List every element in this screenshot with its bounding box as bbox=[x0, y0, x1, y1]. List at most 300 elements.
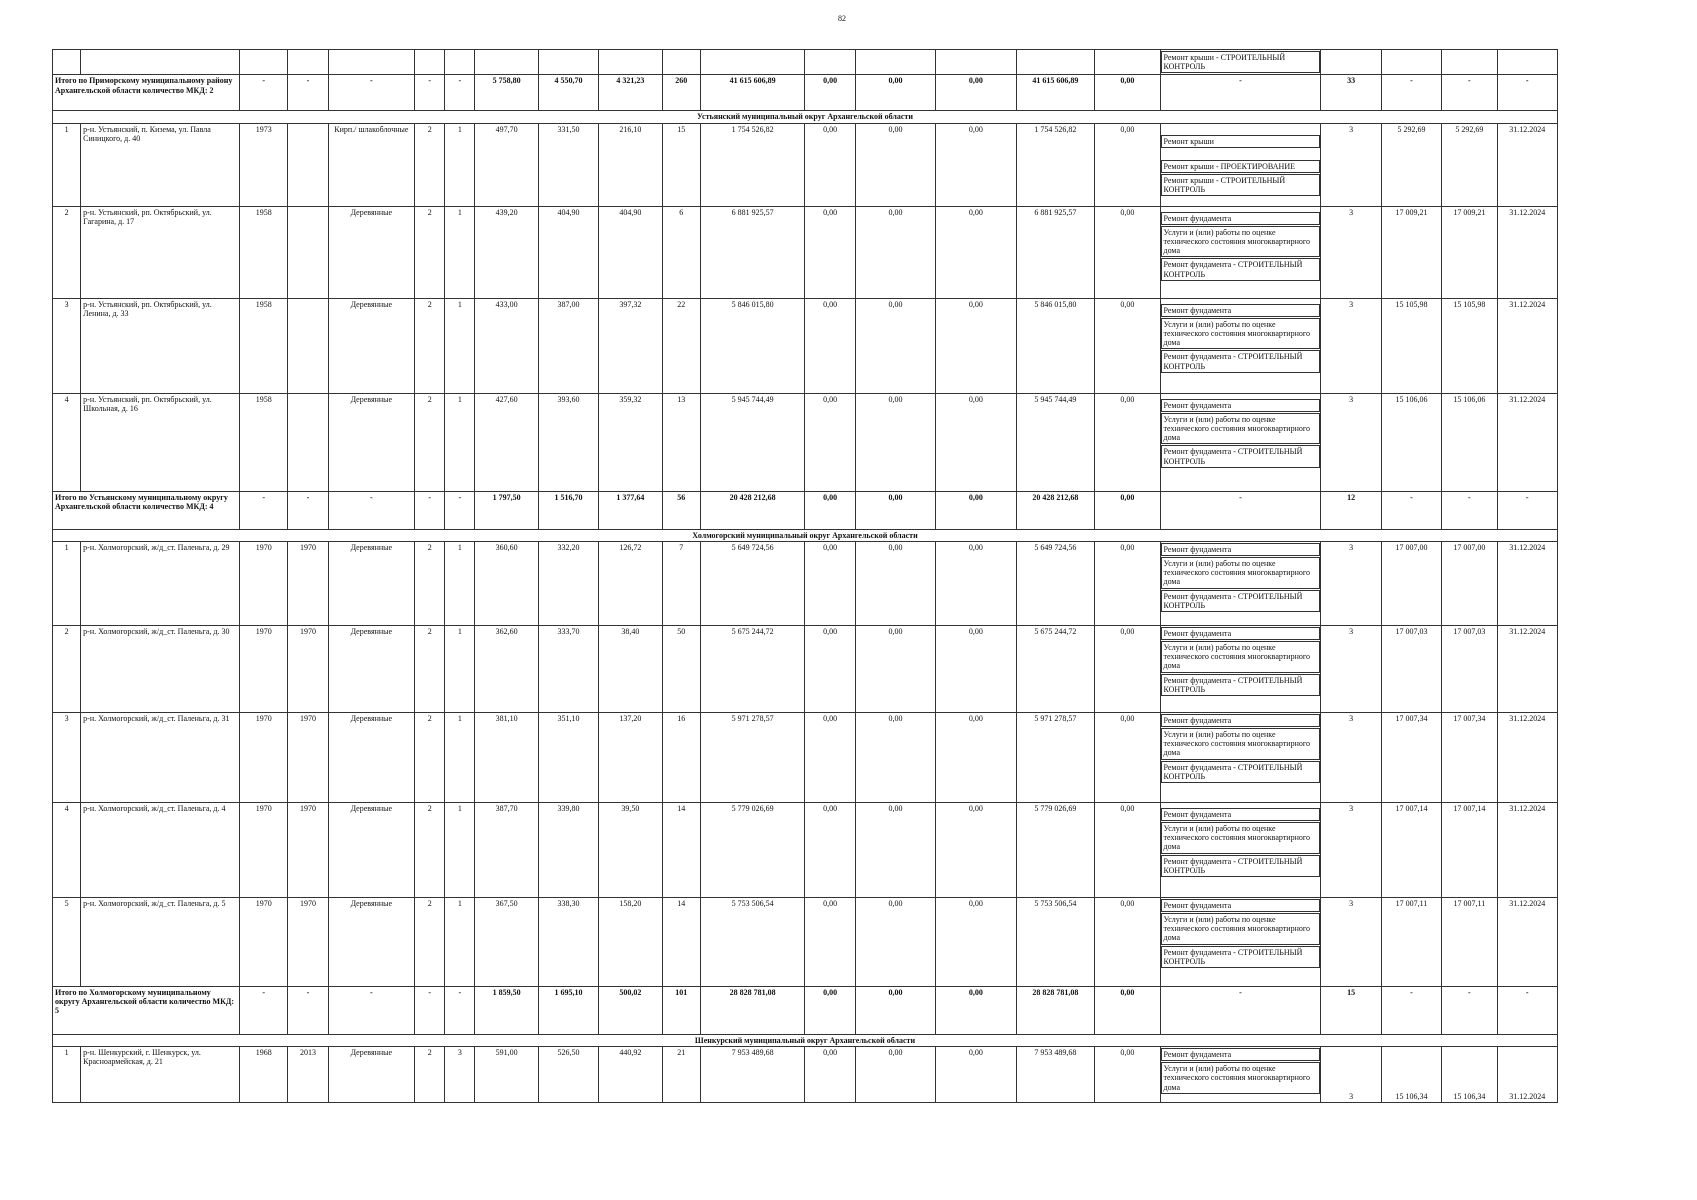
fund-cell: 0,00 bbox=[936, 491, 1016, 529]
fund-cell: 0,00 bbox=[1095, 712, 1160, 802]
work-item: Ремонт крыши - СТРОИТЕЛЬНЫЙ КОНТРОЛЬ bbox=[1161, 51, 1321, 73]
dash-cell: - bbox=[288, 491, 328, 529]
residents: 14 bbox=[662, 897, 700, 986]
work-item: Услуги и (или) работы по оценке технического состояния многоквартирного дома bbox=[1161, 318, 1321, 350]
address: р-н. Устьянский, п. Кизема, ул. Павла Синицкого, д. 40 bbox=[81, 123, 240, 206]
dash-cell: - bbox=[1497, 491, 1557, 529]
year-reconstructed: 1970 bbox=[288, 712, 328, 802]
dash-cell: - bbox=[445, 75, 475, 111]
area-total: 360,60 bbox=[475, 541, 538, 625]
area-residential: 158,20 bbox=[599, 897, 662, 986]
dash-cell: - bbox=[240, 491, 288, 529]
total-cost: 5 779 026,69 bbox=[700, 802, 805, 897]
year-built: 1973 bbox=[240, 123, 288, 206]
wall-material: Деревянные bbox=[328, 802, 415, 897]
area-residential: 216,10 bbox=[599, 123, 662, 206]
dash-cell: - bbox=[445, 491, 475, 529]
subtotal-label: Итого по Холмогорскому муниципальному округу Архангельской области количество МКД: 5 bbox=[53, 986, 240, 1034]
entrances: 3 bbox=[445, 1046, 475, 1102]
total-cost: 41 615 606,89 bbox=[700, 75, 805, 111]
fund-cell: 28 828 781,08 bbox=[1016, 986, 1094, 1034]
unit-cost: 5 292,69 bbox=[1381, 123, 1441, 206]
dash-cell: - bbox=[445, 986, 475, 1034]
max-cost: 17 007,03 bbox=[1442, 625, 1497, 712]
row-number: 5 bbox=[53, 897, 81, 986]
work-item: Ремонт крыши - СТРОИТЕЛЬНЫЙ КОНТРОЛЬ bbox=[1161, 174, 1321, 196]
area-total: 427,60 bbox=[475, 393, 538, 491]
total-cost: 7 953 489,68 bbox=[700, 1046, 805, 1102]
dash-cell: - bbox=[1381, 75, 1441, 111]
fund-cell: 0,00 bbox=[936, 897, 1016, 986]
table-row bbox=[53, 625, 1558, 712]
year-built: 1970 bbox=[240, 625, 288, 712]
work-item: Услуги и (или) работы по оценке технического состояния многоквартирного дома bbox=[1161, 226, 1321, 258]
fund-cell: 0,00 bbox=[855, 541, 935, 625]
subtotal-label: Итого по Приморскому муниципальному району Архангельской области количество МКД: 2 bbox=[53, 75, 240, 111]
residents: 13 bbox=[662, 393, 700, 491]
fund-cell: 0,00 bbox=[805, 897, 855, 986]
fund-cell: 0,00 bbox=[936, 986, 1016, 1034]
area-living: 4 550,70 bbox=[538, 75, 598, 111]
area-living: 351,10 bbox=[538, 712, 598, 802]
area-living: 332,20 bbox=[538, 541, 598, 625]
work-item: Ремонт фундамента - СТРОИТЕЛЬНЫЙ КОНТРОЛЬ bbox=[1161, 946, 1321, 968]
works-list bbox=[1160, 1046, 1321, 1102]
deadline-date: 31.12.2024 bbox=[1497, 206, 1557, 298]
fund-cell: 0,00 bbox=[855, 491, 935, 529]
area-total: 591,00 bbox=[475, 1046, 538, 1102]
fund-cell: 0,00 bbox=[936, 75, 1016, 111]
subtotal-row bbox=[53, 75, 1558, 111]
unit-cost: 15 106,06 bbox=[1381, 393, 1441, 491]
total-cost: 5 649 724,56 bbox=[700, 541, 805, 625]
fund-cell: 0,00 bbox=[1095, 491, 1160, 529]
row-number: 1 bbox=[53, 541, 81, 625]
row-number: 1 bbox=[53, 123, 81, 206]
deadline-date: 31.12.2024 bbox=[1497, 897, 1557, 986]
works-list bbox=[1160, 393, 1321, 491]
year-built: 1958 bbox=[240, 393, 288, 491]
work-item: Ремонт фундамента bbox=[1161, 399, 1321, 412]
address: р-н. Холмогорский, ж/д_ст. Паленьга, д. 5 bbox=[81, 897, 240, 986]
entrances: 1 bbox=[445, 541, 475, 625]
fund-cell: 0,00 bbox=[855, 75, 935, 111]
wall-material: Деревянные bbox=[328, 206, 415, 298]
deadline-date: 31.12.2024 bbox=[1497, 802, 1557, 897]
max-cost: 5 292,69 bbox=[1442, 123, 1497, 206]
work-item: Услуги и (или) работы по оценке технического состояния многоквартирного дома bbox=[1161, 822, 1321, 854]
area-residential: 500,02 bbox=[599, 986, 662, 1034]
works-list bbox=[1160, 625, 1321, 712]
works-list bbox=[1160, 802, 1321, 897]
page-number: 82 bbox=[838, 14, 846, 23]
area-total: 439,20 bbox=[475, 206, 538, 298]
row-number: 1 bbox=[53, 1046, 81, 1102]
wall-material: Деревянные bbox=[328, 712, 415, 802]
dash-cell: - bbox=[288, 986, 328, 1034]
area-residential: 38,40 bbox=[599, 625, 662, 712]
work-item: Услуги и (или) работы по оценке технического состояния многоквартирного дома bbox=[1161, 728, 1321, 760]
work-item: Ремонт фундамента bbox=[1161, 714, 1321, 727]
count-cell: 3 bbox=[1321, 206, 1381, 298]
deadline-date: 31.12.2024 bbox=[1497, 625, 1557, 712]
fund-cell: 0,00 bbox=[1095, 123, 1160, 206]
dash-cell: - bbox=[415, 75, 445, 111]
deadline-date: 31.12.2024 bbox=[1497, 1046, 1557, 1102]
area-residential: 126,72 bbox=[599, 541, 662, 625]
fund-cell: 0,00 bbox=[805, 541, 855, 625]
wall-material: Деревянные bbox=[328, 1046, 415, 1102]
fund-cell: 5 846 015,80 bbox=[1016, 298, 1094, 393]
max-cost: 15 106,34 bbox=[1442, 1046, 1497, 1102]
table-row bbox=[53, 712, 1558, 802]
fund-cell: 0,00 bbox=[1095, 897, 1160, 986]
fund-cell: 0,00 bbox=[1095, 206, 1160, 298]
dash-cell: - bbox=[1381, 491, 1441, 529]
works-list bbox=[1160, 897, 1321, 986]
area-residential: 1 377,64 bbox=[599, 491, 662, 529]
dash-cell: - bbox=[240, 986, 288, 1034]
residents: 21 bbox=[662, 1046, 700, 1102]
fund-cell: 5 753 506,54 bbox=[1016, 897, 1094, 986]
area-residential: 359,32 bbox=[599, 393, 662, 491]
total-cost: 5 971 278,57 bbox=[700, 712, 805, 802]
capital-repair-register-table bbox=[52, 49, 1558, 1103]
floors: 2 bbox=[415, 393, 445, 491]
entrances: 1 bbox=[445, 802, 475, 897]
fund-cell: 0,00 bbox=[805, 393, 855, 491]
unit-cost: 17 009,21 bbox=[1381, 206, 1441, 298]
subtotal-label: Итого по Устьянскому муниципальному округу Архангельской области количество МКД: 4 bbox=[53, 491, 240, 529]
count-cell: 3 bbox=[1321, 712, 1381, 802]
area-total: 387,70 bbox=[475, 802, 538, 897]
count-cell: 3 bbox=[1321, 1046, 1381, 1102]
table-row bbox=[53, 298, 1558, 393]
fund-cell: 20 428 212,68 bbox=[1016, 491, 1094, 529]
fund-cell: 5 779 026,69 bbox=[1016, 802, 1094, 897]
year-built: 1968 bbox=[240, 1046, 288, 1102]
work-item: Ремонт фундамента - СТРОИТЕЛЬНЫЙ КОНТРОЛЬ bbox=[1161, 761, 1321, 783]
max-cost: 17 009,21 bbox=[1442, 206, 1497, 298]
area-total: 5 758,80 bbox=[475, 75, 538, 111]
address: р-н. Холмогорский, ж/д_ст. Паленьга, д. 30 bbox=[81, 625, 240, 712]
floors: 2 bbox=[415, 625, 445, 712]
dash-cell: - bbox=[1160, 491, 1321, 529]
entrances: 1 bbox=[445, 206, 475, 298]
year-built: 1958 bbox=[240, 298, 288, 393]
row-number: 4 bbox=[53, 393, 81, 491]
table-row bbox=[53, 206, 1558, 298]
table-row bbox=[53, 1046, 1558, 1102]
area-total: 362,60 bbox=[475, 625, 538, 712]
work-item: Ремонт фундамента - СТРОИТЕЛЬНЫЙ КОНТРОЛЬ bbox=[1161, 350, 1321, 372]
count-cell: 12 bbox=[1321, 491, 1381, 529]
unit-cost: 17 007,03 bbox=[1381, 625, 1441, 712]
work-item: Услуги и (или) работы по оценке технического состояния многоквартирного дома bbox=[1161, 913, 1321, 945]
count-cell: 3 bbox=[1321, 393, 1381, 491]
residents: 6 bbox=[662, 206, 700, 298]
dash-cell: - bbox=[1160, 75, 1321, 111]
works-list bbox=[1160, 712, 1321, 802]
work-item: Ремонт фундамента - СТРОИТЕЛЬНЫЙ КОНТРОЛЬ bbox=[1161, 445, 1321, 467]
entrances: 1 bbox=[445, 897, 475, 986]
wall-material: Деревянные bbox=[328, 897, 415, 986]
unit-cost: 15 106,34 bbox=[1381, 1046, 1441, 1102]
max-cost: 17 007,11 bbox=[1442, 897, 1497, 986]
max-cost: 17 007,34 bbox=[1442, 712, 1497, 802]
floors: 2 bbox=[415, 298, 445, 393]
dash-cell: - bbox=[240, 75, 288, 111]
table-row bbox=[53, 541, 1558, 625]
dash-cell: - bbox=[1381, 986, 1441, 1034]
dash-cell: - bbox=[328, 75, 415, 111]
work-item: Ремонт крыши - ПРОЕКТИРОВАНИЕ bbox=[1161, 160, 1321, 173]
wall-material: Деревянные bbox=[328, 393, 415, 491]
floors: 2 bbox=[415, 712, 445, 802]
unit-cost: 17 007,14 bbox=[1381, 802, 1441, 897]
work-item: Ремонт крыши bbox=[1161, 135, 1321, 148]
fund-cell: 0,00 bbox=[805, 625, 855, 712]
fund-cell: 0,00 bbox=[855, 712, 935, 802]
entrances: 1 bbox=[445, 123, 475, 206]
area-total: 497,70 bbox=[475, 123, 538, 206]
area-residential: 39,50 bbox=[599, 802, 662, 897]
fund-cell: 41 615 606,89 bbox=[1016, 75, 1094, 111]
table-row bbox=[53, 50, 1558, 75]
fund-cell: 5 649 724,56 bbox=[1016, 541, 1094, 625]
year-reconstructed bbox=[288, 206, 328, 298]
dash-cell: - bbox=[1442, 986, 1497, 1034]
work-item: Ремонт фундамента - СТРОИТЕЛЬНЫЙ КОНТРОЛЬ bbox=[1161, 674, 1321, 696]
area-residential: 440,92 bbox=[599, 1046, 662, 1102]
year-reconstructed: 1970 bbox=[288, 541, 328, 625]
fund-cell: 0,00 bbox=[1095, 541, 1160, 625]
fund-cell: 6 881 925,57 bbox=[1016, 206, 1094, 298]
total-cost: 20 428 212,68 bbox=[700, 491, 805, 529]
address: р-н. Холмогорский, ж/д_ст. Паленьга, д. 29 bbox=[81, 541, 240, 625]
fund-cell: 0,00 bbox=[936, 625, 1016, 712]
count-cell: 33 bbox=[1321, 75, 1381, 111]
total-cost: 28 828 781,08 bbox=[700, 986, 805, 1034]
year-reconstructed bbox=[288, 123, 328, 206]
fund-cell: 0,00 bbox=[936, 393, 1016, 491]
fund-cell: 0,00 bbox=[805, 298, 855, 393]
floors: 2 bbox=[415, 123, 445, 206]
count-cell: 15 bbox=[1321, 986, 1381, 1034]
area-total: 381,10 bbox=[475, 712, 538, 802]
fund-cell: 0,00 bbox=[1095, 75, 1160, 111]
fund-cell: 0,00 bbox=[936, 802, 1016, 897]
residents: 15 bbox=[662, 123, 700, 206]
deadline-date: 31.12.2024 bbox=[1497, 123, 1557, 206]
floors: 2 bbox=[415, 802, 445, 897]
fund-cell: 0,00 bbox=[936, 298, 1016, 393]
area-living: 1 516,70 bbox=[538, 491, 598, 529]
entrances: 1 bbox=[445, 298, 475, 393]
year-reconstructed bbox=[288, 298, 328, 393]
fund-cell: 0,00 bbox=[805, 802, 855, 897]
area-residential: 4 321,23 bbox=[599, 75, 662, 111]
fund-cell: 5 971 278,57 bbox=[1016, 712, 1094, 802]
area-living: 331,50 bbox=[538, 123, 598, 206]
deadline-date: 31.12.2024 bbox=[1497, 298, 1557, 393]
wall-material: Деревянные bbox=[328, 541, 415, 625]
dash-cell: - bbox=[1497, 986, 1557, 1034]
count-cell: 3 bbox=[1321, 897, 1381, 986]
work-item: Ремонт фундамента bbox=[1161, 627, 1321, 640]
count-cell: 3 bbox=[1321, 625, 1381, 712]
address: р-н. Шенкурский, г. Шенкурск, ул. Красноармейская, д. 21 bbox=[81, 1046, 240, 1102]
works-list bbox=[1160, 123, 1321, 206]
residents: 56 bbox=[662, 491, 700, 529]
year-reconstructed: 2013 bbox=[288, 1046, 328, 1102]
deadline-date: 31.12.2024 bbox=[1497, 541, 1557, 625]
dash-cell: - bbox=[328, 986, 415, 1034]
area-living: 404,90 bbox=[538, 206, 598, 298]
works-list bbox=[1160, 298, 1321, 393]
year-built: 1958 bbox=[240, 206, 288, 298]
fund-cell: 0,00 bbox=[805, 206, 855, 298]
address: р-н. Устьянский, рп. Октябрьский, ул. Школьная, д. 16 bbox=[81, 393, 240, 491]
section-row bbox=[53, 111, 1558, 123]
fund-cell: 0,00 bbox=[936, 541, 1016, 625]
work-item: Ремонт фундамента bbox=[1161, 212, 1321, 225]
area-total: 367,50 bbox=[475, 897, 538, 986]
address: р-н. Устьянский, рп. Октябрьский, ул. Гагарина, д. 17 bbox=[81, 206, 240, 298]
fund-cell: 7 953 489,68 bbox=[1016, 1046, 1094, 1102]
section-row bbox=[53, 1034, 1558, 1046]
unit-cost: 17 007,00 bbox=[1381, 541, 1441, 625]
fund-cell: 0,00 bbox=[1095, 802, 1160, 897]
residents: 22 bbox=[662, 298, 700, 393]
work-item: Услуги и (или) работы по оценке технического состояния многоквартирного дома bbox=[1161, 641, 1321, 673]
entrances: 1 bbox=[445, 712, 475, 802]
work-item: Ремонт фундамента bbox=[1161, 1048, 1321, 1061]
year-built: 1970 bbox=[240, 712, 288, 802]
max-cost: 15 105,98 bbox=[1442, 298, 1497, 393]
total-cost: 5 753 506,54 bbox=[700, 897, 805, 986]
fund-cell: 0,00 bbox=[805, 491, 855, 529]
residents: 14 bbox=[662, 802, 700, 897]
year-reconstructed: 1970 bbox=[288, 897, 328, 986]
work-item: Ремонт фундамента bbox=[1161, 543, 1321, 556]
work-item: Ремонт фундамента bbox=[1161, 808, 1321, 821]
fund-cell: 0,00 bbox=[936, 123, 1016, 206]
area-living: 338,30 bbox=[538, 897, 598, 986]
entrances: 1 bbox=[445, 625, 475, 712]
fund-cell: 0,00 bbox=[855, 897, 935, 986]
floors: 2 bbox=[415, 1046, 445, 1102]
fund-cell: 0,00 bbox=[805, 75, 855, 111]
dash-cell: - bbox=[328, 491, 415, 529]
fund-cell: 0,00 bbox=[1095, 298, 1160, 393]
fund-cell: 1 754 526,82 bbox=[1016, 123, 1094, 206]
count-cell: 3 bbox=[1321, 298, 1381, 393]
fund-cell: 0,00 bbox=[936, 206, 1016, 298]
unit-cost: 17 007,11 bbox=[1381, 897, 1441, 986]
work-item: Услуги и (или) работы по оценке технического состояния многоквартирного дома bbox=[1161, 413, 1321, 445]
subtotal-row bbox=[53, 491, 1558, 529]
fund-cell: 0,00 bbox=[805, 712, 855, 802]
work-item: Ремонт фундамента - СТРОИТЕЛЬНЫЙ КОНТРОЛЬ bbox=[1161, 590, 1321, 612]
unit-cost: 15 105,98 bbox=[1381, 298, 1441, 393]
fund-cell: 0,00 bbox=[1095, 625, 1160, 712]
table-row bbox=[53, 897, 1558, 986]
work-item: Ремонт фундамента bbox=[1161, 304, 1321, 317]
area-residential: 397,32 bbox=[599, 298, 662, 393]
row-number: 4 bbox=[53, 802, 81, 897]
residents: 16 bbox=[662, 712, 700, 802]
year-reconstructed: 1970 bbox=[288, 625, 328, 712]
area-living: 339,80 bbox=[538, 802, 598, 897]
area-residential: 137,20 bbox=[599, 712, 662, 802]
work-item: Услуги и (или) работы по оценке технического состояния многоквартирного дома bbox=[1161, 1062, 1321, 1094]
area-total: 1 859,50 bbox=[475, 986, 538, 1034]
wall-material: Деревянные bbox=[328, 625, 415, 712]
subtotal-row bbox=[53, 986, 1558, 1034]
dash-cell: - bbox=[288, 75, 328, 111]
address: р-н. Холмогорский, ж/д_ст. Паленьга, д. 31 bbox=[81, 712, 240, 802]
fund-cell: 0,00 bbox=[855, 393, 935, 491]
area-living: 526,50 bbox=[538, 1046, 598, 1102]
count-cell: 3 bbox=[1321, 123, 1381, 206]
fund-cell: 0,00 bbox=[855, 298, 935, 393]
fund-cell: 0,00 bbox=[805, 986, 855, 1034]
area-living: 333,70 bbox=[538, 625, 598, 712]
wall-material: Кирп./ шлакоблочные bbox=[328, 123, 415, 206]
year-reconstructed: 1970 bbox=[288, 802, 328, 897]
section-row bbox=[53, 529, 1558, 541]
work-item: Ремонт фундамента - СТРОИТЕЛЬНЫЙ КОНТРОЛЬ bbox=[1161, 855, 1321, 877]
unit-cost: 17 007,34 bbox=[1381, 712, 1441, 802]
address: р-н. Холмогорский, ж/д_ст. Паленьга, д. 4 bbox=[81, 802, 240, 897]
work-item: Ремонт фундамента bbox=[1161, 899, 1321, 912]
residents: 260 bbox=[662, 75, 700, 111]
area-total: 433,00 bbox=[475, 298, 538, 393]
floors: 2 bbox=[415, 897, 445, 986]
row-number: 3 bbox=[53, 712, 81, 802]
year-reconstructed bbox=[288, 393, 328, 491]
fund-cell: 0,00 bbox=[855, 986, 935, 1034]
deadline-date: 31.12.2024 bbox=[1497, 393, 1557, 491]
row-number: 2 bbox=[53, 625, 81, 712]
fund-cell: 0,00 bbox=[805, 123, 855, 206]
fund-cell: 0,00 bbox=[1095, 393, 1160, 491]
section-title: Шенкурский муниципальный округ Архангельской области bbox=[53, 1034, 1558, 1046]
area-residential: 404,90 bbox=[599, 206, 662, 298]
works-list bbox=[1160, 541, 1321, 625]
fund-cell: 5 945 744,49 bbox=[1016, 393, 1094, 491]
fund-cell: 0,00 bbox=[855, 625, 935, 712]
dash-cell: - bbox=[415, 986, 445, 1034]
dash-cell: - bbox=[415, 491, 445, 529]
work-item: Услуги и (или) работы по оценке технического состояния многоквартирного дома bbox=[1161, 557, 1321, 589]
row-number: 2 bbox=[53, 206, 81, 298]
work-item: Ремонт фундамента - СТРОИТЕЛЬНЫЙ КОНТРОЛЬ bbox=[1161, 258, 1321, 280]
fund-cell: 0,00 bbox=[805, 1046, 855, 1102]
total-cost: 5 675 244,72 bbox=[700, 625, 805, 712]
area-living: 393,60 bbox=[538, 393, 598, 491]
dash-cell: - bbox=[1160, 986, 1321, 1034]
count-cell: 3 bbox=[1321, 802, 1381, 897]
fund-cell: 5 675 244,72 bbox=[1016, 625, 1094, 712]
wall-material: Деревянные bbox=[328, 298, 415, 393]
total-cost: 1 754 526,82 bbox=[700, 123, 805, 206]
table-row bbox=[53, 393, 1558, 491]
residents: 101 bbox=[662, 986, 700, 1034]
works-list bbox=[1160, 206, 1321, 298]
fund-cell: 0,00 bbox=[855, 802, 935, 897]
